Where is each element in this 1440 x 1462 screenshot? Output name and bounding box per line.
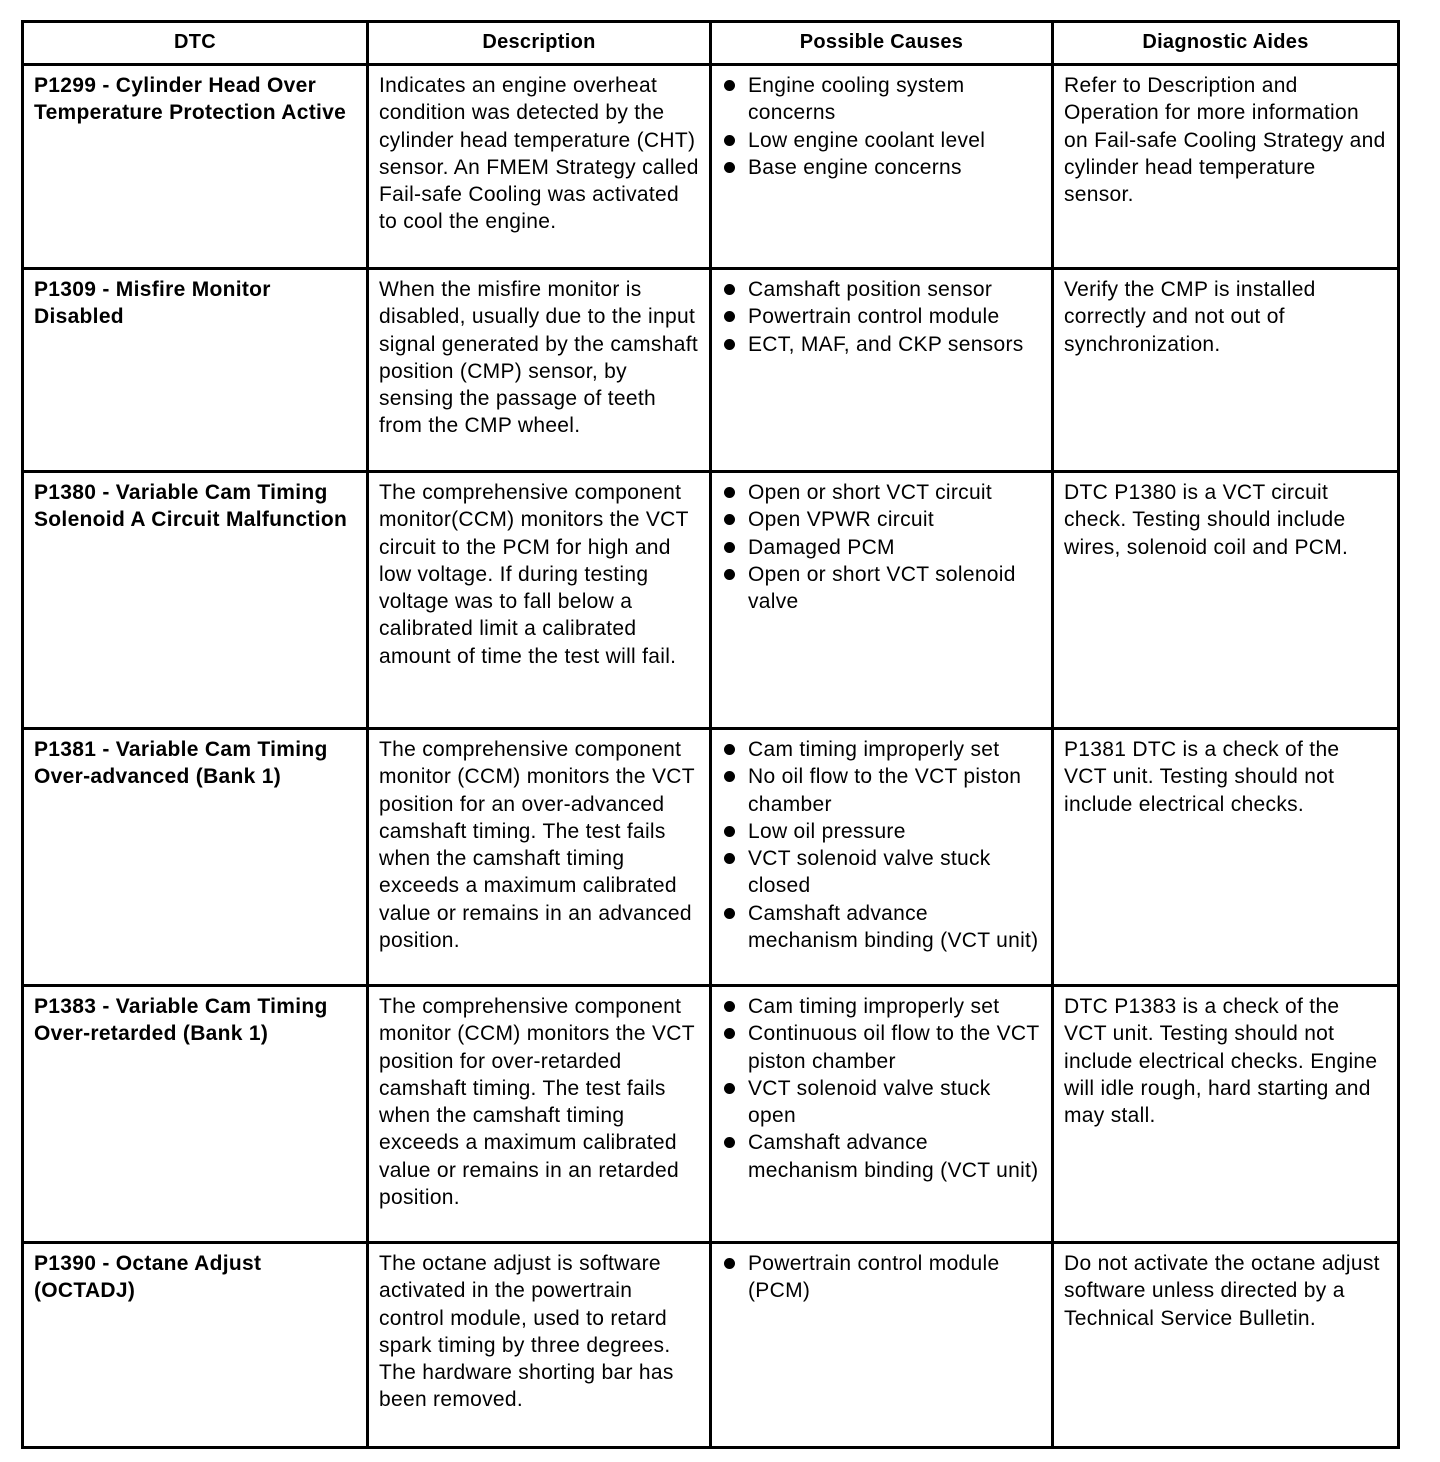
bullet-icon: [724, 80, 735, 91]
bullet-icon: [724, 744, 735, 755]
diagnostic-aides-cell: DTC P1380 is a VCT circuit check. Testing should include wires, solenoid coil and PCM.: [1053, 472, 1399, 729]
possible-causes-cell: [711, 1243, 1053, 1448]
dtc-code-cell: P1381 - Variable Cam Timing Over-advanced (Bank 1): [23, 729, 368, 986]
description-cell: The comprehensive component monitor (CCM) monitors the VCT position for an over-advanced camshaft timing. The test fails when the camshaft timing exceeds a maximum calibrated value or remains in an advanced position.: [368, 729, 711, 986]
cause-text: Camshaft position sensor: [748, 278, 993, 301]
header-description: Description: [368, 22, 711, 65]
possible-causes-cell: [711, 65, 1053, 269]
bullet-icon: [724, 162, 735, 173]
bullet-icon: [724, 514, 735, 525]
bullet-icon: [724, 1001, 735, 1012]
cause-text: Base engine concerns: [748, 155, 962, 179]
possible-causes-cell: [711, 729, 1053, 986]
diagnostic-aides-cell: DTC P1383 is a check of the VCT unit. Testing should not include electrical checks. Engine will idle rough, hard starting and may stall.: [1053, 986, 1399, 1243]
table-row: [23, 472, 1399, 729]
bullet-icon: [724, 1137, 735, 1148]
diagnostic-aides-cell: P1381 DTC is a check of the VCT unit. Testing should not include electrical checks.: [1053, 729, 1399, 986]
diagnostic-aides-cell: Do not activate the octane adjust software unless directed by a Technical Service Bulletin.: [1053, 1243, 1399, 1448]
cause-item: [722, 1129, 1041, 1184]
description-cell: The comprehensive component monitor(CCM) monitors the VCT circuit to the PCM for high and low voltage. If during testing voltage was to fall below a calibrated limit a calibrated amount of time the test will fail.: [368, 472, 711, 729]
dtc-code-cell: P1383 - Variable Cam Timing Over-retarded (Bank 1): [23, 986, 368, 1243]
bullet-icon: [724, 1028, 735, 1039]
bullet-icon: [724, 284, 735, 295]
cause-text: Continuous oil flow to the VCT piston chamber: [748, 1022, 1040, 1073]
description-cell: When the misfire monitor is disabled, usually due to the input signal generated by the camshaft position (CMP) sensor, by sensing the passage of teeth from the CMP wheel.: [368, 269, 711, 472]
bullet-icon: [724, 1258, 735, 1269]
diagnostic-aides-cell: Verify the CMP is installed correctly and not out of synchronization.: [1053, 269, 1399, 472]
cause-item: [722, 1075, 1041, 1130]
table-row: [23, 729, 1399, 986]
cause-item: [722, 479, 1041, 506]
cause-text: Damaged PCM: [748, 535, 895, 559]
bullet-icon: [724, 771, 735, 782]
cause-item: [722, 993, 1041, 1020]
bullet-icon: [724, 826, 735, 837]
cause-item: [722, 276, 1041, 303]
header-row: [23, 22, 1399, 65]
bullet-icon: [724, 135, 735, 146]
bullet-icon: [724, 339, 735, 350]
description-cell: The comprehensive component monitor (CCM) monitors the VCT position for over-retarded camshaft timing. The test fails when the camshaft timing exceeds a maximum calibrated value or remains in an retarded position.: [368, 986, 711, 1243]
cause-text: VCT solenoid valve stuck open: [748, 1076, 991, 1128]
cause-text: Open VPWR circuit: [748, 508, 934, 532]
cause-item: [722, 845, 1041, 900]
header-dtc: DTC: [23, 22, 368, 65]
dtc-code-cell: P1390 - Octane Adjust (OCTADJ): [23, 1243, 368, 1448]
header-possible-causes: Possible Causes: [711, 22, 1053, 65]
table-row: [23, 1243, 1399, 1448]
cause-item: [722, 331, 1041, 358]
dtc-table: [21, 20, 1400, 1449]
cause-item: [722, 127, 1041, 154]
cause-item: [722, 534, 1041, 561]
bullet-icon: [724, 542, 735, 553]
cause-text: VCT solenoid valve stuck closed: [748, 847, 991, 898]
table-header: [23, 22, 1399, 65]
cause-item: [722, 900, 1041, 955]
bullet-icon: [724, 311, 735, 322]
cause-text: ECT, MAF, and CKP sensors: [748, 332, 1024, 356]
cause-item: [722, 1020, 1041, 1075]
cause-text: Low engine coolant level: [748, 128, 986, 152]
bullet-icon: [724, 908, 735, 919]
header-diagnostic-aides: Diagnostic Aides: [1053, 22, 1399, 65]
cause-item: [722, 303, 1041, 330]
cause-item: [722, 763, 1041, 818]
cause-item: [722, 736, 1041, 763]
bullet-icon: [724, 487, 735, 498]
cause-item: [722, 1250, 1041, 1305]
description-cell: The octane adjust is software activated in the powertrain control module, used to retard spark timing by three degrees. The hardware shorting bar has been removed.: [368, 1243, 711, 1448]
dtc-code-cell: P1309 - Misfire Monitor Disabled: [23, 269, 368, 472]
possible-causes-cell: [711, 269, 1053, 472]
causes-list: [722, 479, 1041, 615]
table-row: [23, 65, 1399, 269]
cause-text: Camshaft advance mechanism binding (VCT unit): [748, 901, 1039, 953]
cause-text: Camshaft advance mechanism binding (VCT unit): [748, 1131, 1039, 1182]
cause-item: [722, 72, 1041, 127]
cause-item: [722, 506, 1041, 533]
cause-item: [722, 818, 1041, 845]
causes-list: [722, 993, 1041, 1184]
bullet-icon: [724, 853, 735, 864]
cause-item: [722, 561, 1041, 616]
causes-list: [722, 1250, 1041, 1305]
cause-text: Cam timing improperly set: [748, 995, 1000, 1018]
cause-text: Powertrain control module (PCM): [748, 1252, 1000, 1303]
possible-causes-cell: [711, 472, 1053, 729]
table-body: [23, 65, 1399, 1448]
cause-text: Low oil pressure: [748, 819, 906, 843]
description-cell: Indicates an engine overheat condition was detected by the cylinder head temperature (CHT) sensor. An FMEM Strategy called Fail-safe Cooling was activated to cool the engine.: [368, 65, 711, 269]
causes-list: [722, 736, 1041, 954]
dtc-code-cell: P1380 - Variable Cam Timing Solenoid A Circuit Malfunction: [23, 472, 368, 729]
dtc-code-cell: P1299 - Cylinder Head Over Temperature Protection Active: [23, 65, 368, 269]
table-row: [23, 269, 1399, 472]
table-row: [23, 986, 1399, 1243]
causes-list: [722, 276, 1041, 358]
cause-text: Cam timing improperly set: [748, 738, 1000, 761]
diagnostic-aides-cell: Refer to Description and Operation for more information on Fail-safe Cooling Strategy and cylinder head temperature sensor.: [1053, 65, 1399, 269]
bullet-icon: [724, 1083, 735, 1094]
causes-list: [722, 72, 1041, 181]
cause-text: Open or short VCT circuit: [748, 481, 993, 504]
bullet-icon: [724, 569, 735, 580]
possible-causes-cell: [711, 986, 1053, 1243]
cause-text: No oil flow to the VCT piston chamber: [748, 765, 1022, 816]
cause-text: Engine cooling system concerns: [748, 74, 965, 125]
cause-item: [722, 154, 1041, 181]
cause-text: Open or short VCT solenoid valve: [748, 562, 1016, 614]
cause-text: Powertrain control module: [748, 305, 1000, 329]
